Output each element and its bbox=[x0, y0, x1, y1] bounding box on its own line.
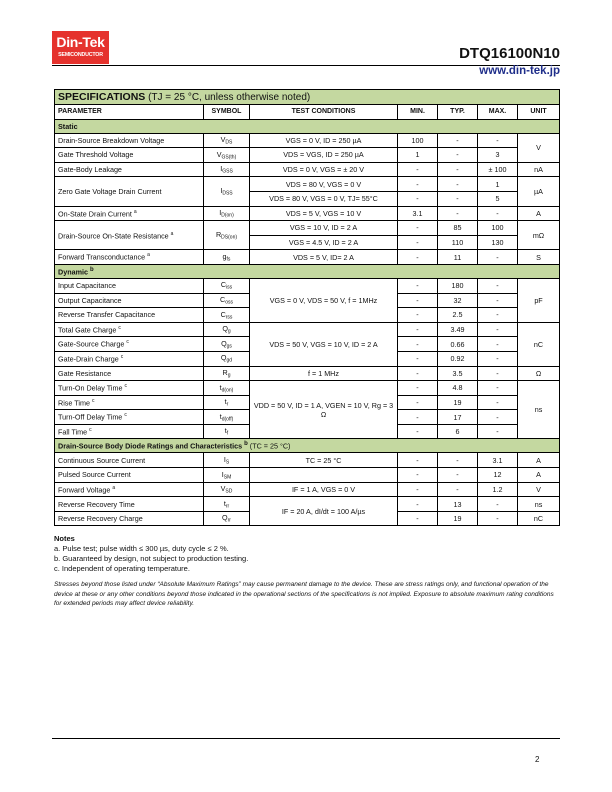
test-condition: f = 1 MHz bbox=[250, 366, 398, 381]
min-value: - bbox=[398, 250, 438, 265]
symbol-subscript: g bbox=[227, 328, 231, 335]
symbol: C bbox=[220, 295, 226, 305]
symbol: C bbox=[220, 309, 226, 319]
test-condition: TC = 25 °C bbox=[250, 453, 398, 468]
typ-value: 17 bbox=[438, 410, 478, 425]
parameter-name: Output Capacitance bbox=[58, 295, 122, 305]
symbol-subscript: rss bbox=[225, 314, 233, 321]
parameter-cell bbox=[55, 293, 204, 308]
parameter-cell bbox=[55, 482, 204, 497]
symbol-subscript: oss bbox=[225, 299, 233, 306]
unit: A bbox=[518, 468, 560, 483]
min-value: - bbox=[398, 293, 438, 308]
symbol: V bbox=[220, 135, 226, 145]
max-value: - bbox=[478, 351, 518, 366]
typ-value: 32 bbox=[438, 293, 478, 308]
parameter-cell bbox=[55, 351, 204, 366]
unit: µA bbox=[518, 177, 560, 206]
symbol-subscript: g bbox=[227, 372, 231, 379]
footnote-ref: b bbox=[89, 266, 94, 273]
symbol: I bbox=[223, 455, 226, 465]
typ-value: 3.5 bbox=[438, 366, 478, 381]
parameter-cell bbox=[55, 337, 204, 352]
parameter-cell bbox=[55, 468, 204, 483]
typ-value: 2.5 bbox=[438, 308, 478, 323]
table-row bbox=[55, 162, 560, 177]
col-max: MAX. bbox=[478, 105, 518, 120]
footer-divider bbox=[52, 738, 560, 739]
parameter-name: Total Gate Charge bbox=[58, 325, 117, 335]
table-row bbox=[55, 250, 560, 265]
section-header-row bbox=[55, 439, 560, 453]
max-value: - bbox=[478, 381, 518, 396]
footnote-ref: c bbox=[124, 412, 127, 419]
test-condition: IF = 20 A, dI/dt = 100 A/µs bbox=[250, 497, 398, 526]
symbol: V bbox=[216, 149, 222, 159]
symbol: Q bbox=[221, 338, 227, 348]
symbol-subscript: SD bbox=[225, 488, 233, 495]
min-value: - bbox=[398, 410, 438, 425]
parameter-name: Forward Transconductance bbox=[58, 252, 146, 262]
notes-heading: Notes bbox=[54, 534, 75, 543]
typ-value: 85 bbox=[438, 221, 478, 236]
unit: ns bbox=[518, 497, 560, 512]
max-value: - bbox=[478, 497, 518, 512]
parameter-cell bbox=[55, 366, 204, 381]
symbol-subscript: fs bbox=[226, 256, 231, 263]
min-value: - bbox=[398, 177, 438, 192]
col-unit: UNIT bbox=[518, 105, 560, 120]
symbol: I bbox=[220, 164, 223, 174]
parameter-cell bbox=[55, 221, 204, 250]
max-value: - bbox=[478, 206, 518, 221]
typ-value: 0.66 bbox=[438, 337, 478, 352]
parameter-name: Gate-Body Leakage bbox=[58, 165, 122, 175]
min-value: 100 bbox=[398, 133, 438, 148]
table-row bbox=[55, 497, 560, 512]
symbol: I bbox=[219, 208, 222, 218]
parameter-cell bbox=[55, 133, 204, 148]
parameter-name: Gate-Source Charge bbox=[58, 339, 125, 349]
footnote-ref: c bbox=[91, 397, 95, 404]
symbol: V bbox=[220, 484, 226, 494]
symbol-cell bbox=[204, 322, 250, 337]
min-value: - bbox=[398, 381, 438, 396]
symbol-cell bbox=[204, 250, 250, 265]
typ-value: 11 bbox=[438, 250, 478, 265]
symbol-subscript: rr bbox=[225, 503, 230, 510]
symbol-subscript: d(on) bbox=[221, 387, 234, 394]
min-value: - bbox=[398, 366, 438, 381]
table-title: SPECIFICATIONS bbox=[58, 91, 146, 103]
symbol-subscript: GS(th) bbox=[221, 154, 237, 161]
symbol: g bbox=[222, 251, 227, 261]
min-value: - bbox=[398, 351, 438, 366]
test-condition: VGS = 0 V, ID = 250 µA bbox=[250, 133, 398, 148]
symbol-subscript: d(off) bbox=[221, 416, 234, 423]
min-value: - bbox=[398, 482, 438, 497]
parameter-cell bbox=[55, 308, 204, 323]
footnote-ref: a bbox=[170, 230, 174, 237]
parameter-name: Gate Threshold Voltage bbox=[58, 150, 134, 160]
typ-value: 19 bbox=[438, 395, 478, 410]
symbol-cell bbox=[204, 177, 250, 206]
symbol: Q bbox=[220, 353, 227, 363]
symbol-subscript: iss bbox=[226, 284, 233, 291]
max-value: - bbox=[478, 511, 518, 526]
symbol-subscript: GSS bbox=[222, 168, 233, 175]
min-value: - bbox=[398, 337, 438, 352]
parameter-name: Fall Time bbox=[58, 427, 88, 437]
symbol-cell bbox=[204, 308, 250, 323]
col-min: MIN. bbox=[398, 105, 438, 120]
symbol: Q bbox=[222, 513, 228, 523]
parameter-name: On-State Drain Current bbox=[58, 209, 132, 219]
symbol-cell bbox=[204, 511, 250, 526]
typ-value: - bbox=[438, 177, 478, 192]
symbol-cell bbox=[204, 278, 250, 293]
typ-value: 180 bbox=[438, 278, 478, 293]
notes bbox=[54, 534, 564, 574]
col-symbol: SYMBOL bbox=[204, 105, 250, 120]
parameter-cell bbox=[55, 148, 204, 163]
section-title bbox=[55, 439, 560, 453]
min-value: 1 bbox=[398, 148, 438, 163]
parameter-cell bbox=[55, 278, 204, 293]
symbol-cell bbox=[204, 148, 250, 163]
section-header-row bbox=[55, 119, 560, 133]
symbol-cell bbox=[204, 162, 250, 177]
parameter-name: Gate Resistance bbox=[58, 368, 112, 378]
test-condition: VGS = 4.5 V, ID = 2 A bbox=[250, 235, 398, 250]
symbol-cell bbox=[204, 293, 250, 308]
symbol-cell bbox=[204, 410, 250, 425]
footnote-ref: c bbox=[126, 339, 129, 346]
typ-value: 3.49 bbox=[438, 322, 478, 337]
parameter-name: Gate-Drain Charge bbox=[58, 354, 119, 364]
test-condition: VDS = 80 V, VGS = 0 V bbox=[250, 177, 398, 192]
unit: A bbox=[518, 453, 560, 468]
max-value: 1.2 bbox=[478, 482, 518, 497]
parameter-name: Turn-On Delay Time bbox=[58, 383, 123, 393]
test-condition bbox=[250, 468, 398, 483]
symbol-cell bbox=[204, 351, 250, 366]
test-condition: VDS = 80 V, VGS = 0 V, TJ= 55°C bbox=[250, 191, 398, 206]
footnote-ref: a bbox=[112, 484, 116, 491]
parameter-name: Forward Voltage bbox=[58, 485, 111, 495]
typ-value: 6 bbox=[438, 424, 478, 439]
unit: V bbox=[518, 482, 560, 497]
parameter-name: Pulsed Source Current bbox=[58, 470, 131, 480]
symbol: t bbox=[224, 397, 227, 407]
parameter-cell bbox=[55, 177, 204, 206]
max-value: 5 bbox=[478, 191, 518, 206]
unit: nC bbox=[518, 511, 560, 526]
min-value: - bbox=[398, 191, 438, 206]
symbol-subscript: DSS bbox=[222, 190, 233, 197]
max-value: - bbox=[478, 395, 518, 410]
parameter-cell bbox=[55, 250, 204, 265]
symbol: Q bbox=[222, 324, 228, 334]
table-row bbox=[55, 221, 560, 236]
symbol-cell bbox=[204, 395, 250, 410]
logo-text: Din-Tek bbox=[56, 34, 105, 50]
symbol-cell bbox=[204, 424, 250, 439]
unit: nA bbox=[518, 162, 560, 177]
table-header-row bbox=[55, 105, 560, 120]
symbol-cell bbox=[204, 366, 250, 381]
symbol-cell bbox=[204, 381, 250, 396]
max-value: - bbox=[478, 250, 518, 265]
symbol-cell bbox=[204, 337, 250, 352]
min-value: - bbox=[398, 162, 438, 177]
max-value: 100 bbox=[478, 221, 518, 236]
table-row bbox=[55, 322, 560, 337]
unit: A bbox=[518, 206, 560, 221]
typ-value: 4.8 bbox=[438, 381, 478, 396]
col-typ: TYP. bbox=[438, 105, 478, 120]
parameter-name: Reverse Recovery Charge bbox=[58, 514, 143, 524]
page-number: 2 bbox=[535, 755, 540, 764]
typ-value: 0.92 bbox=[438, 351, 478, 366]
unit: V bbox=[518, 133, 560, 162]
typ-value: - bbox=[438, 206, 478, 221]
symbol: t bbox=[219, 411, 222, 421]
symbol-subscript: gd bbox=[226, 357, 233, 364]
footnote-ref: c bbox=[120, 354, 124, 360]
min-value: - bbox=[398, 308, 438, 323]
table-row bbox=[55, 453, 560, 468]
symbol: t bbox=[219, 382, 222, 392]
symbol: t bbox=[223, 498, 226, 508]
specifications-table bbox=[54, 89, 560, 526]
footnote-ref: c bbox=[124, 383, 127, 390]
parameter-cell bbox=[55, 410, 204, 425]
parameter-name: Zero Gate Voltage Drain Current bbox=[58, 186, 162, 196]
unit: S bbox=[518, 250, 560, 265]
max-value: - bbox=[478, 424, 518, 439]
parameter-cell bbox=[55, 424, 204, 439]
max-value: - bbox=[478, 366, 518, 381]
test-condition: VDD = 50 V, ID = 1 A, VGEN = 10 V, Rg = 3 Ω bbox=[250, 381, 398, 439]
parameter-cell bbox=[55, 162, 204, 177]
max-value: - bbox=[478, 308, 518, 323]
max-value: - bbox=[478, 337, 518, 352]
typ-value: - bbox=[438, 133, 478, 148]
symbol-subscript: r bbox=[226, 401, 229, 408]
parameter-cell bbox=[55, 497, 204, 512]
max-value: 130 bbox=[478, 235, 518, 250]
min-value: - bbox=[398, 395, 438, 410]
min-value: - bbox=[398, 453, 438, 468]
max-value: - bbox=[478, 410, 518, 425]
section-header-row bbox=[55, 264, 560, 278]
symbol-cell bbox=[204, 221, 250, 250]
typ-value: - bbox=[438, 453, 478, 468]
max-value: 1 bbox=[478, 177, 518, 192]
section-name: Static bbox=[58, 121, 78, 131]
section-name: Dynamic bbox=[58, 267, 88, 277]
max-value: - bbox=[478, 293, 518, 308]
disclaimer: Stresses beyond those listed under “Absolute Maximum Ratings” may cause permanent damage to the device. These are stress ratings only, and functional operation of the device at these or any other conditions beyond those indicated in the operational sections of the specifications is not implied. Exposure to absolute maximum rating conditions for extended periods may affect device reliability. bbox=[54, 581, 554, 607]
footnote-ref: c bbox=[89, 426, 92, 433]
min-value: - bbox=[398, 221, 438, 236]
parameter-cell bbox=[55, 395, 204, 410]
symbol-subscript: S bbox=[225, 459, 230, 466]
table-row bbox=[55, 366, 560, 381]
test-condition: VDS = VGS, ID = 250 µA bbox=[250, 148, 398, 163]
symbol-subscript: D(on) bbox=[221, 212, 234, 219]
min-value: - bbox=[398, 497, 438, 512]
note-a: a. Pulse test; pulse width ≤ 300 µs, duty cycle ≤ 2 %. bbox=[54, 544, 229, 553]
symbol-subscript: SM bbox=[223, 474, 232, 481]
max-value: 3 bbox=[478, 148, 518, 163]
section-conditions: (TC = 25 °C) bbox=[249, 441, 291, 451]
footnote-ref: c bbox=[118, 324, 121, 331]
typ-value: 13 bbox=[438, 497, 478, 512]
symbol: C bbox=[220, 280, 227, 290]
unit: mΩ bbox=[518, 221, 560, 250]
test-condition: VDS = 5 V, VGS = 10 V bbox=[250, 206, 398, 221]
min-value: - bbox=[398, 424, 438, 439]
max-value: - bbox=[478, 133, 518, 148]
min-value: 3.1 bbox=[398, 206, 438, 221]
parameter-name: Reverse Recovery Time bbox=[58, 499, 135, 509]
table-row bbox=[55, 133, 560, 148]
symbol-cell bbox=[204, 453, 250, 468]
table-title-conditions: (TJ = 25 °C, unless otherwise noted) bbox=[148, 92, 311, 103]
max-value: - bbox=[478, 278, 518, 293]
website-link[interactable]: www.din-tek.jp bbox=[479, 65, 560, 77]
max-value: ± 100 bbox=[478, 162, 518, 177]
section-name: Drain-Source Body Diode Ratings and Characteristics bbox=[58, 441, 243, 451]
test-condition: IF = 1 A, VGS = 0 V bbox=[250, 482, 398, 497]
parameter-cell bbox=[55, 381, 204, 396]
parameter-name: Drain-Source Breakdown Voltage bbox=[58, 135, 165, 145]
parameter-cell bbox=[55, 511, 204, 526]
symbol: t bbox=[224, 426, 227, 436]
min-value: - bbox=[398, 235, 438, 250]
footnote-ref: b bbox=[244, 441, 248, 448]
parameter-cell bbox=[55, 206, 204, 221]
min-value: - bbox=[398, 278, 438, 293]
din-tek-logo bbox=[52, 31, 109, 64]
symbol-subscript: DS(on) bbox=[221, 234, 238, 241]
parameter-name: Continuous Source Current bbox=[58, 455, 146, 465]
symbol: R bbox=[215, 230, 222, 239]
test-condition: VGS = 10 V, ID = 2 A bbox=[250, 221, 398, 236]
parameter-name: Rise Time bbox=[58, 398, 90, 408]
table-row bbox=[55, 482, 560, 497]
min-value: - bbox=[398, 511, 438, 526]
test-condition: VDS = 0 V, VGS = ± 20 V bbox=[250, 162, 398, 177]
logo-subtext: SEMICONDUCTOR bbox=[58, 52, 103, 58]
table-row bbox=[55, 468, 560, 483]
typ-value: - bbox=[438, 148, 478, 163]
parameter-cell bbox=[55, 453, 204, 468]
parameter-name: Input Capacitance bbox=[58, 281, 116, 291]
section-title bbox=[55, 119, 560, 133]
footnote-ref: a bbox=[133, 208, 137, 215]
typ-value: - bbox=[438, 162, 478, 177]
symbol-subscript: rr bbox=[227, 517, 231, 524]
test-condition: VGS = 0 V, VDS = 50 V, f = 1MHz bbox=[250, 278, 398, 322]
min-value: - bbox=[398, 468, 438, 483]
unit: ns bbox=[518, 381, 560, 439]
typ-value: 19 bbox=[438, 511, 478, 526]
part-number: DTQ16100N10 bbox=[459, 45, 560, 62]
unit: Ω bbox=[518, 366, 560, 381]
parameter-cell bbox=[55, 322, 204, 337]
symbol-subscript: DS bbox=[225, 139, 233, 146]
min-value: - bbox=[398, 322, 438, 337]
symbol-cell bbox=[204, 206, 250, 221]
footnote-ref: a bbox=[147, 252, 150, 259]
unit: pF bbox=[518, 278, 560, 322]
max-value: - bbox=[478, 322, 518, 337]
table-title-row bbox=[55, 90, 560, 105]
unit: nC bbox=[518, 322, 560, 366]
test-condition: VDS = 5 V, ID= 2 A bbox=[250, 250, 398, 265]
symbol-cell bbox=[204, 468, 250, 483]
parameter-name: Reverse Transfer Capacitance bbox=[58, 310, 156, 320]
typ-value: - bbox=[438, 482, 478, 497]
symbol-cell bbox=[204, 133, 250, 148]
max-value: 12 bbox=[478, 468, 518, 483]
col-parameter: PARAMETER bbox=[55, 105, 204, 120]
table-row bbox=[55, 278, 560, 293]
parameter-name: Turn-Off Delay Time bbox=[58, 412, 123, 422]
typ-value: - bbox=[438, 191, 478, 206]
table-row bbox=[55, 381, 560, 396]
note-b: b. Guaranteed by design, not subject to production testing. bbox=[54, 554, 249, 563]
typ-value: 110 bbox=[438, 235, 478, 250]
parameter-name: Drain-Source On-State Resistance bbox=[58, 230, 169, 240]
symbol-cell bbox=[204, 482, 250, 497]
symbol: R bbox=[222, 368, 228, 378]
col-test-conditions: TEST CONDITIONS bbox=[250, 105, 398, 120]
table-row bbox=[55, 206, 560, 221]
table-row bbox=[55, 148, 560, 163]
table-row bbox=[55, 177, 560, 192]
test-condition: VDS = 50 V, VGS = 10 V, ID = 2 A bbox=[250, 322, 398, 366]
symbol: I bbox=[220, 186, 223, 196]
note-c: c. Independent of operating temperature. bbox=[54, 564, 190, 573]
typ-value: - bbox=[438, 468, 478, 483]
symbol-subscript: gs bbox=[226, 343, 232, 350]
symbol: I bbox=[221, 469, 224, 479]
symbol-cell bbox=[204, 497, 250, 512]
symbol-subscript: f bbox=[226, 430, 229, 437]
max-value: 3.1 bbox=[478, 453, 518, 468]
section-title bbox=[55, 264, 560, 278]
